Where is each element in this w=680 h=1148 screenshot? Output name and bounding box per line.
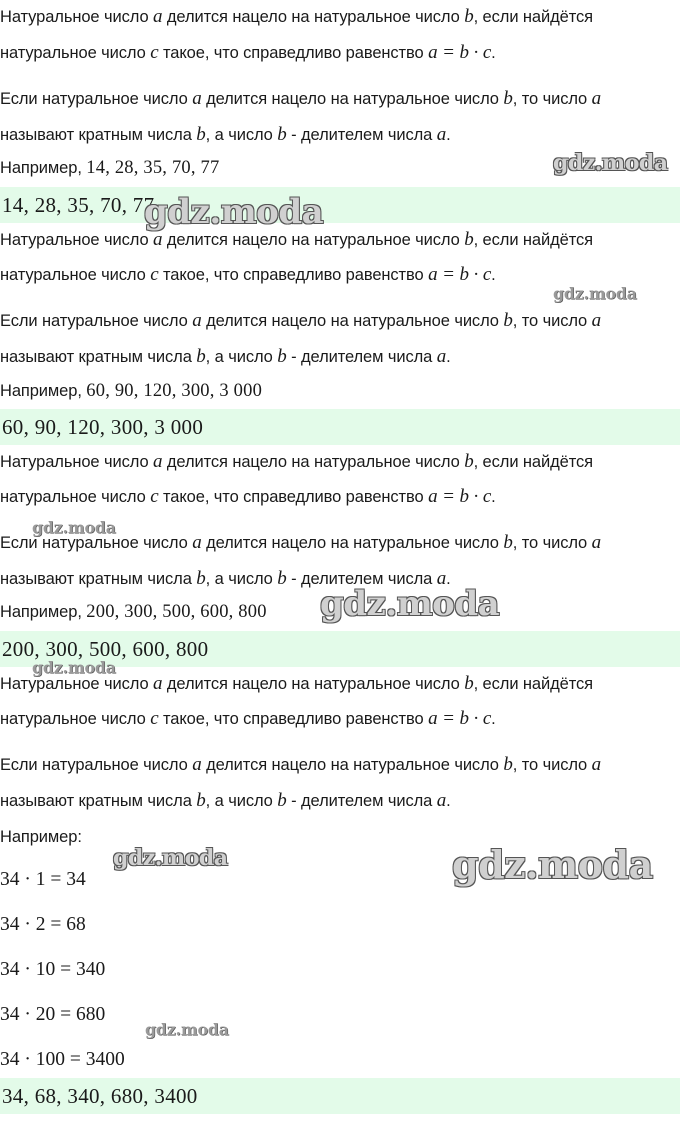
definition-line-2: натуральное число c такое, что справедливо равенство a = b · c. <box>0 264 496 285</box>
definition-line-4: называют кратным числа b, а число b - делителем числа a. <box>0 346 451 367</box>
answer-bar: 60, 90, 120, 300, 3 000 <box>0 409 680 445</box>
final-answer-bar: 34, 68, 340, 680, 3400 <box>0 1078 680 1114</box>
watermark: gdz.moda <box>452 842 653 887</box>
definition-line-3: Если натуральное число a делится нацело на натуральное число b, то число a <box>0 88 602 109</box>
definition-line-3: Если натуральное число a делится нацело на натуральное число b, то число a <box>0 532 602 553</box>
example-line: Например, 14, 28, 35, 70, 77 <box>0 158 220 178</box>
definition-line-4: называют кратным числа b, а число b - делителем числа a. <box>0 568 451 589</box>
watermark: gdz.moda <box>320 584 500 624</box>
equation: 34 · 2 = 68 <box>0 914 86 935</box>
definition-line-1: Натуральное число a делится нацело на натуральное число b, если найдётся <box>0 229 593 250</box>
definition-line-2: натуральное число c такое, что справедливо равенство a = b · c. <box>0 486 496 507</box>
equation: 34 · 10 = 340 <box>0 959 106 980</box>
definition-line-1: Натуральное число a делится нацело на натуральное число b, если найдётся <box>0 6 593 27</box>
equation: 34 · 100 = 3400 <box>0 1049 125 1070</box>
watermark: gdz.moda <box>113 845 228 871</box>
definition-line-3: Если натуральное число a делится нацело на натуральное число b, то число a <box>0 310 602 331</box>
watermark: gdz.moda <box>32 518 116 537</box>
equation: 34 · 20 = 680 <box>0 1004 106 1025</box>
definition-line-3: Если натуральное число a делится нацело на натуральное число b, то число a <box>0 754 602 775</box>
definition-line-1: Натуральное число a делится нацело на натуральное число b, если найдётся <box>0 673 593 694</box>
watermark: gdz.moda <box>144 192 324 232</box>
example-line: Например, 200, 300, 500, 600, 800 <box>0 602 267 622</box>
example-label: Например: <box>0 828 82 846</box>
watermark: gdz.moda <box>553 284 637 303</box>
answer-bar: 14, 28, 35, 70, 77 <box>0 187 680 223</box>
watermark: gdz.moda <box>32 658 116 677</box>
definition-line-1: Натуральное число a делится нацело на натуральное число b, если найдётся <box>0 451 593 472</box>
answer-bar: 200, 300, 500, 600, 800 <box>0 631 680 667</box>
definition-line-4: называют кратным числа b, а число b - делителем числа a. <box>0 124 451 145</box>
definition-line-2: натуральное число c такое, что справедливо равенство a = b · c. <box>0 708 496 729</box>
watermark: gdz.moda <box>553 150 668 176</box>
definition-line-2: натуральное число c такое, что справедливо равенство a = b · c. <box>0 42 496 63</box>
watermark: gdz.moda <box>145 1020 229 1039</box>
example-line: Например, 60, 90, 120, 300, 3 000 <box>0 381 263 401</box>
equation: 34 · 1 = 34 <box>0 869 86 890</box>
definition-line-4: называют кратным числа b, а число b - делителем числа a. <box>0 790 451 811</box>
